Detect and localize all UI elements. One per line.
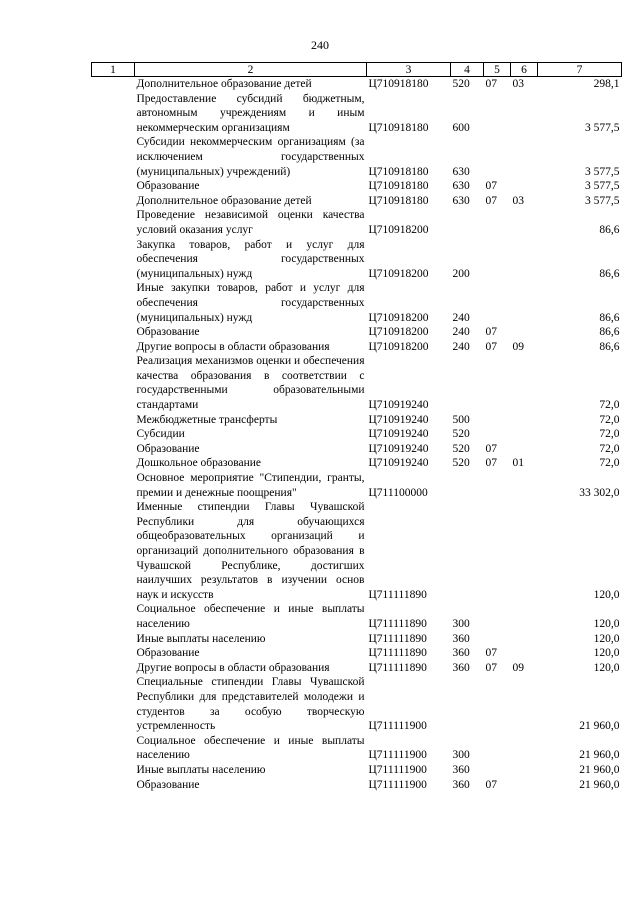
spacer-cell: [92, 602, 135, 631]
row-amount: 120,0: [593, 588, 620, 601]
row-pr: [511, 500, 538, 602]
table-row: [92, 92, 622, 136]
row-rz: [484, 763, 511, 778]
row-name: Предоставление субсидий бюджетным, автономным учреждениям и иным некоммерческим организациям: [136, 92, 365, 134]
row-amount: 298,1: [593, 78, 620, 90]
row-vr: 520: [452, 428, 470, 441]
row-name: Субсидии: [136, 428, 185, 441]
table-row: [92, 413, 622, 428]
column-header: 7: [538, 63, 622, 77]
row-vr: 240: [452, 311, 470, 324]
spacer-cell: [92, 456, 135, 471]
row-name: Проведение независимой оценки качества условий оказания услуг: [136, 209, 365, 236]
row-rz: 07: [485, 661, 497, 674]
spacer-cell: [92, 778, 135, 793]
row-amount: 21 960,0: [579, 749, 620, 762]
row-vr: 630: [452, 165, 470, 178]
row-code: Ц711111890: [368, 632, 427, 645]
row-pr: [511, 92, 538, 136]
row-vr: 500: [452, 413, 470, 426]
row-vr: 240: [452, 326, 470, 339]
row-code: Ц710918200: [368, 340, 429, 353]
table-row: [92, 340, 622, 355]
column-header: 3: [367, 63, 451, 77]
row-name: Дополнительное образование детей: [136, 78, 312, 90]
table-row: [92, 208, 622, 237]
table-row: [92, 661, 622, 676]
row-code: Ц710918180: [368, 121, 429, 134]
row-rz: [484, 238, 511, 282]
spacer-cell: [92, 77, 135, 92]
table-row: [92, 442, 622, 457]
row-rz: [484, 135, 511, 179]
table-row: [92, 194, 622, 209]
row-vr: 520: [452, 78, 470, 90]
row-vr: 360: [452, 778, 470, 791]
table-row: [92, 632, 622, 647]
row-code: Ц711111900: [368, 749, 427, 762]
row-vr: [451, 500, 484, 602]
row-vr: [451, 354, 484, 412]
row-name: Иные выплаты населению: [136, 763, 266, 776]
row-code: Ц710918200: [368, 267, 429, 280]
row-pr: [511, 675, 538, 733]
row-rz: 07: [485, 78, 497, 90]
row-name: Закупка товаров, работ и услуг для обеспечения государственных (муниципальных) нужд: [136, 238, 365, 280]
spacer-cell: [92, 661, 135, 676]
row-pr: 03: [512, 194, 524, 207]
row-vr: 360: [452, 661, 470, 674]
spacer-cell: [92, 281, 135, 325]
row-amount: 3 577,5: [585, 165, 620, 178]
row-code: Ц711111900: [368, 763, 427, 776]
spacer-cell: [92, 354, 135, 412]
row-amount: 21 960,0: [579, 778, 620, 791]
row-vr: [451, 471, 484, 500]
row-amount: 3 577,5: [585, 180, 620, 193]
row-vr: 630: [452, 180, 470, 193]
row-pr: [511, 208, 538, 237]
row-vr: 600: [452, 121, 470, 134]
row-rz: [484, 427, 511, 442]
row-code: Ц710919240: [368, 457, 429, 470]
table-row: [92, 602, 622, 631]
row-amount: 72,0: [599, 428, 620, 441]
row-pr: [511, 325, 538, 340]
row-name: Иные закупки товаров, работ и услуг для обеспечения государственных (муниципальных) нужд: [136, 282, 365, 324]
spacer-cell: [92, 442, 135, 457]
row-amount: 3 577,5: [585, 194, 620, 207]
column-header: 5: [484, 63, 511, 77]
row-code: Ц711111890: [368, 661, 427, 674]
row-name: Социальное обеспечение и иные выплаты населению: [136, 734, 365, 762]
row-vr: 520: [452, 457, 470, 470]
row-vr: 300: [452, 617, 470, 630]
row-pr: [511, 413, 538, 428]
column-header: 2: [135, 63, 367, 77]
spacer-cell: [92, 675, 135, 733]
row-rz: 07: [485, 778, 497, 791]
table-row: [92, 675, 622, 733]
row-name: Образование: [136, 180, 200, 193]
row-code: Ц711111890: [368, 617, 427, 630]
spacer-cell: [92, 500, 135, 602]
row-name: Другие вопросы в области образования: [136, 340, 330, 353]
row-rz: [484, 602, 511, 631]
row-amount: 72,0: [599, 457, 620, 470]
spacer-cell: [92, 471, 135, 500]
row-amount: 86,6: [599, 326, 620, 339]
table-row: [92, 456, 622, 471]
row-pr: 09: [512, 661, 524, 674]
row-pr: [511, 778, 538, 793]
row-rz: 07: [485, 326, 497, 339]
table-header-row: [92, 63, 622, 77]
row-amount: 72,0: [599, 399, 620, 412]
spacer-cell: [92, 238, 135, 282]
row-amount: 86,6: [599, 267, 620, 280]
row-rz: [484, 675, 511, 733]
row-code: Ц710918180: [368, 194, 429, 207]
row-name: Образование: [136, 326, 200, 339]
row-rz: 07: [485, 194, 497, 207]
row-rz: [484, 208, 511, 237]
column-header: 6: [511, 63, 538, 77]
row-rz: 07: [485, 180, 497, 193]
row-amount: 86,6: [599, 223, 620, 236]
page-number: 240: [311, 38, 329, 52]
row-pr: [511, 238, 538, 282]
row-amount: 86,6: [599, 340, 620, 353]
row-amount: 120,0: [593, 632, 620, 645]
row-name: Субсидии некоммерческим организациям (за исключением государственных (муниципальных) учреждений): [136, 136, 365, 178]
spacer-cell: [92, 92, 135, 136]
row-amount: 120,0: [593, 661, 620, 674]
row-vr: [451, 675, 484, 733]
row-amount: 21 960,0: [579, 763, 620, 776]
row-pr: [511, 763, 538, 778]
row-code: Ц710919240: [368, 399, 429, 412]
row-pr: [511, 135, 538, 179]
table-row: [92, 778, 622, 793]
spacer-cell: [92, 734, 135, 763]
row-vr: 200: [452, 267, 470, 280]
row-name: Другие вопросы в области образования: [136, 661, 330, 674]
spacer-cell: [92, 179, 135, 194]
row-name: Образование: [136, 647, 200, 660]
row-rz: [484, 281, 511, 325]
spacer-cell: [92, 763, 135, 778]
row-amount: 120,0: [593, 617, 620, 630]
spacer-cell: [92, 340, 135, 355]
row-name: Специальные стипендии Главы Чувашской Республики для представителей молодежи и студентов за особую творческую устремленность: [136, 676, 365, 733]
row-rz: 07: [485, 457, 497, 470]
table-row: [92, 471, 622, 500]
spacer-cell: [92, 194, 135, 209]
row-pr: [511, 179, 538, 194]
row-code: Ц710918180: [368, 180, 429, 193]
row-pr: [511, 281, 538, 325]
table-row: [92, 500, 622, 602]
row-amount: 120,0: [593, 647, 620, 660]
row-rz: [484, 413, 511, 428]
row-code: Ц711111900: [368, 778, 427, 791]
table-row: [92, 135, 622, 179]
row-code: Ц711100000: [368, 486, 428, 499]
row-code: Ц710918180: [368, 165, 429, 178]
row-vr: 520: [452, 442, 470, 455]
table-row: [92, 281, 622, 325]
row-name: Образование: [136, 778, 200, 791]
row-code: Ц711111890: [368, 588, 427, 601]
row-rz: [484, 632, 511, 647]
column-header: 1: [92, 63, 135, 77]
row-pr: [511, 354, 538, 412]
table-row: [92, 354, 622, 412]
row-rz: [484, 500, 511, 602]
row-rz: 07: [485, 647, 497, 660]
row-name: Дополнительное образование детей: [136, 194, 312, 207]
row-rz: 07: [485, 340, 497, 353]
spacer-cell: [92, 208, 135, 237]
row-name: Именные стипендии Главы Чувашской Республики для обучающихся общеобразовательных организаций и организаций дополнительного образования в Чувашской Республике, достигших наилучших результатов в изучении основ наук и искусств: [136, 501, 365, 601]
row-code: Ц710919240: [368, 442, 429, 455]
row-rz: [484, 92, 511, 136]
column-header: 4: [451, 63, 484, 77]
row-amount: 72,0: [599, 413, 620, 426]
row-code: Ц710918200: [368, 311, 429, 324]
row-pr: [511, 602, 538, 631]
row-amount: 72,0: [599, 442, 620, 455]
table-row: [92, 734, 622, 763]
row-vr: 240: [452, 340, 470, 353]
row-vr: 630: [452, 194, 470, 207]
row-pr: [511, 632, 538, 647]
row-name: Иные выплаты населению: [136, 632, 266, 645]
row-code: Ц710918200: [368, 223, 429, 236]
row-amount: 3 577,5: [585, 121, 620, 134]
table-row: [92, 325, 622, 340]
row-amount: 21 960,0: [579, 720, 620, 733]
row-amount: 33 302,0: [579, 486, 620, 499]
row-vr: 360: [452, 632, 470, 645]
budget-table: [91, 62, 622, 792]
spacer-cell: [92, 646, 135, 661]
row-name: Дошкольное образование: [136, 457, 262, 470]
table-row: [92, 238, 622, 282]
table-row: [92, 646, 622, 661]
row-rz: [484, 734, 511, 763]
row-pr: [511, 471, 538, 500]
row-vr: 300: [452, 749, 470, 762]
row-rz: [484, 471, 511, 500]
spacer-cell: [92, 427, 135, 442]
spacer-cell: [92, 632, 135, 647]
table-row: [92, 179, 622, 194]
row-code: Ц710918200: [368, 326, 429, 339]
row-pr: [511, 734, 538, 763]
table-row: [92, 77, 622, 92]
row-pr: [511, 442, 538, 457]
row-code: Ц711111890: [368, 647, 427, 660]
table-row: [92, 427, 622, 442]
row-rz: [484, 354, 511, 412]
row-name: Социальное обеспечение и иные выплаты населению: [136, 603, 365, 630]
spacer-cell: [92, 413, 135, 428]
row-vr: 360: [452, 647, 470, 660]
row-vr: [451, 208, 484, 237]
table-row: [92, 763, 622, 778]
row-code: Ц710918180: [368, 78, 429, 90]
row-amount: 86,6: [599, 311, 620, 324]
spacer-cell: [92, 135, 135, 179]
row-name: Реализация механизмов оценки и обеспечения качества образования в соответствии с государственными образовательными стандартами: [136, 355, 365, 412]
row-pr: 03: [512, 78, 524, 90]
row-vr: 360: [452, 763, 470, 776]
row-pr: 01: [512, 457, 524, 470]
row-rz: 07: [485, 442, 497, 455]
row-pr: [511, 646, 538, 661]
row-name: Межбюджетные трансферты: [136, 413, 278, 426]
row-name: Образование: [136, 442, 200, 455]
row-pr: 09: [512, 340, 524, 353]
row-name: Основное мероприятие "Стипендии, гранты, премии и денежные поощрения": [136, 472, 365, 499]
row-code: Ц711111900: [368, 720, 427, 733]
row-code: Ц710919240: [368, 413, 429, 426]
spacer-cell: [92, 325, 135, 340]
row-code: Ц710919240: [368, 428, 429, 441]
row-pr: [511, 427, 538, 442]
